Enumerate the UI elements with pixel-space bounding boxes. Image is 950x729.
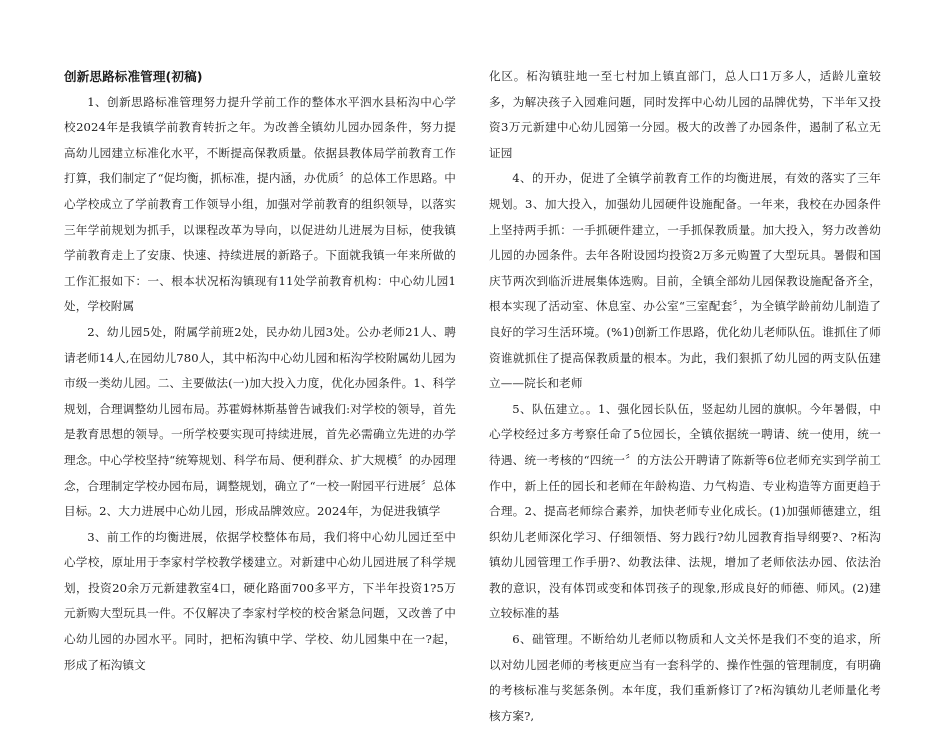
paragraph-3: 3、前工作的均衡进展，依据学校整体布局，我们将中心幼儿园迁至中心学校，原址用于李家村学校教学楼建立。对新建中心幼儿园进展了科学规划，投资20余万元新建教室4口，硬化路面700多平方，下半年投资1?5万元新购大型玩具一件。不仅解决了李家村学校的校舍紧急问题，又改善了中心幼儿园的办园水平。同时，把柘沟镇中学、学校、幼儿园集中在一?起，形成了柘沟镇文 [64, 529, 456, 672]
right-column [489, 64, 881, 729]
paragraph-5: 5、队伍建立。。1、强化园长队伍，竖起幼儿园的旗帜。今年暑假，中心学校经过多方考察任命了5位园长，全镇依据统一聘请、统一使用，统一待遇、统一考核的“四统一〞的方法公开聘请了陈新等6位老师充实到学前工作中，新上任的园长和老师在年龄构造、力气构造、专业构造等方面更趋于合理。2、提高老师综合素养，加快老师专业化成长。(1)加强师德建立，组织幼儿老师深化学习、仔细领悟、努力践行?幼儿园教育指导纲要?、?柘沟镇幼儿园管理工作手册?、幼教法律、法规，增加了老师依法办园、依法治教的意识，没有体罚或变和体罚孩子的现象,形成良好的师德、师风。(2)建立较标准的基 [489, 401, 881, 621]
paragraph-2: 2、幼儿园5处，附属学前班2处，民办幼儿园3处。公办老师21人、聘请老师14人,在园幼儿780人，其中柘沟中心幼儿园和柘沟学校附属幼儿园为市级一类幼儿园。二、主要做法(一)加大投入力度，优化办园条件。1、科学规划，合理调整幼儿园布局。苏霍姆林斯基曾告诫我们:对学校的领导，首先是教育思想的领导。一所学校要实现可持续进展，首先必需确立先进的办学理念。中心学校坚持“统筹规划、科学布局、便利群众、扩大规模〞的办园理念，合理制定学校办园布局，调整规划，确立了“一校一附园平行进展〞总体目标。2、大力进展中心幼儿园，形成品牌效应。2024年，为促进我镇学 [64, 324, 456, 519]
paragraph-3-continued: 化区。柘沟镇驻地一至七村加上镇直部门，总人口1万多人，适龄儿童较多，为解决孩子入园难问题，同时发挥中心幼儿园的品牌优势，下半年又投资3万元新建中心幼儿园第一分园。极大的改善了办园条件，遏制了私立无证园 [489, 69, 881, 160]
paragraph-1: 1、创新思路标准管理努力提升学前工作的整体水平泗水县柘沟中心学校2024年是我镇学前教育转折之年。为改善全镇幼儿园办园条件，努力提高幼儿园建立标准化水平，不断提高保教质量。依据县教体局学前教育工作打算，我们制定了“促均衡，抓标准，提内涵，办优质〞的总体工作思路。中心学校成立了学前教育工作领导小组，加强对学前教育的组织领导，以落实三年学前规划为抓手，以课程改革为导向，以促进幼儿进展为目标，使我镇学前教育走上了安康、快速、持续进展的新路子。下面就我镇一年来所做的工作汇报如下：一、根本状况柘沟镇现有11处学前教育机构：中心幼儿园1处，学校附属 [64, 94, 456, 314]
document-title: 创新思路标准管理(初稿) [64, 69, 203, 84]
paragraph-4: 4、的开办，促进了全镇学前教育工作的均衡进展，有效的落实了三年规划。3、加大投入，加强幼儿园硬件设施配备。一年来，我校在办园条件上坚持两手抓：一手抓硬件建立，一手抓保教质量。加大投入，努力改善幼儿园的办园条件。去年各附设园均投资2万多元购置了大型玩具。暑假和国庆节两次到临沂进展集体选购。目前，全镇全部幼儿园保教设施配备齐全，根本实现了活动室、休息室、办公室“三室配套〞，为全镇学龄前幼儿制造了良好的学习生活环境。(%1)创新工作思路，优化幼儿老师队伍。谁抓住了师资谁就抓住了提高保教质量的根本。为此，我们狠抓了幼儿园的两支队伍建立——院长和老师 [489, 171, 881, 391]
left-column [64, 64, 456, 678]
paragraph-6: 6、础管理。不断给幼儿老师以物质和人文关怀是我们不变的追求，所以对幼儿园老师的考核更应当有一套科学的、操作性强的管理制度，有明确的考核标准与奖惩条例。本年度，我们重新修订了?柘沟镇幼儿老师量化考核方案?, [489, 632, 881, 723]
